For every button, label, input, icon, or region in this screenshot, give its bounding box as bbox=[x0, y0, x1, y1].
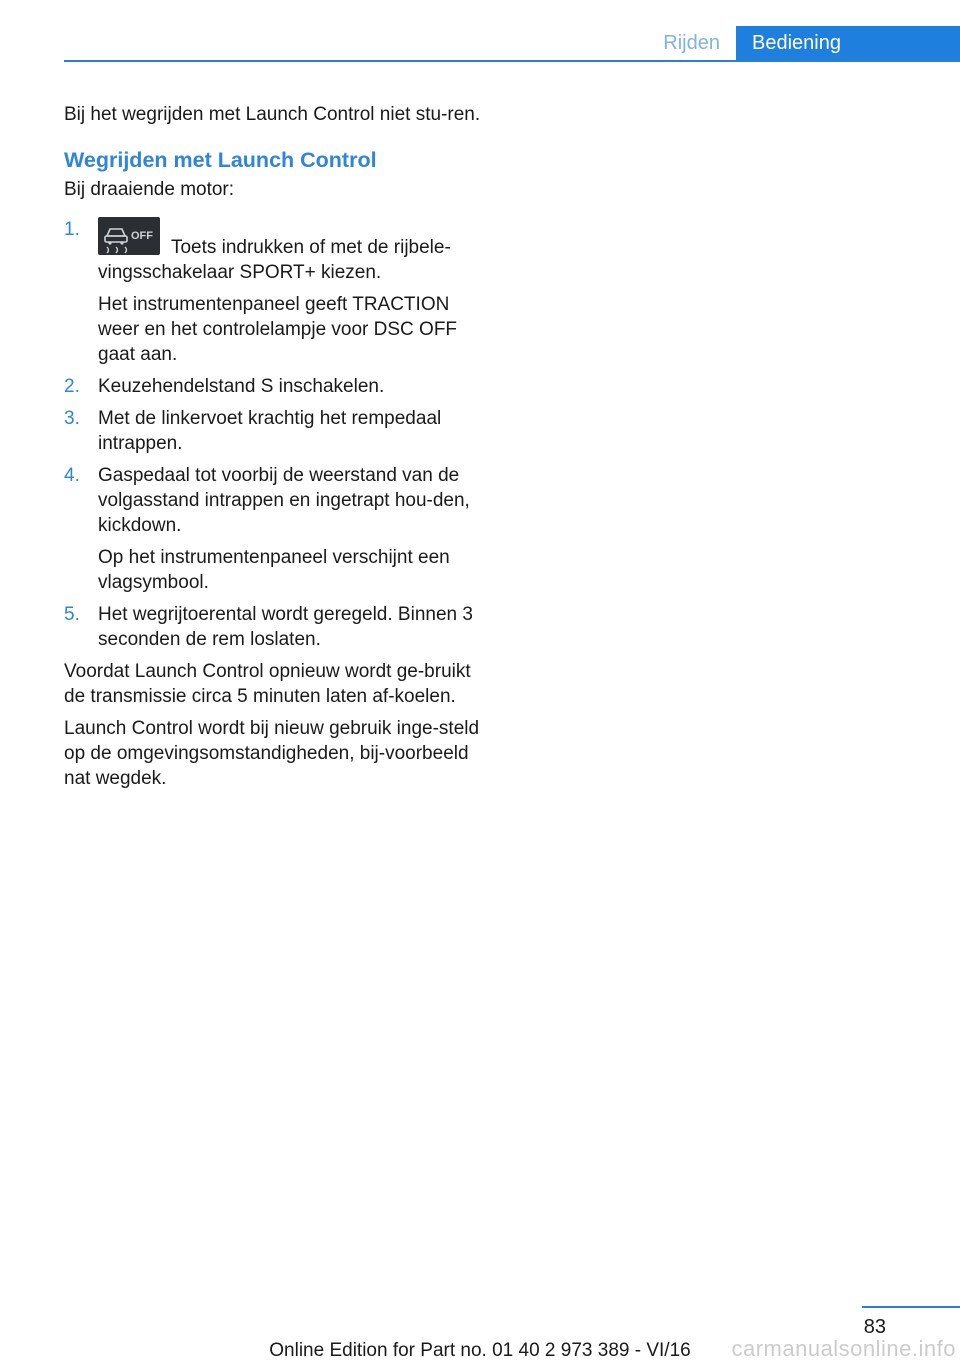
step-text: Met de linkervoet krachtig het rempedaal intrappen. bbox=[98, 408, 442, 454]
list-item bbox=[64, 463, 484, 595]
step-number: 1. bbox=[64, 219, 80, 240]
list-item bbox=[64, 374, 484, 399]
watermark: carmanualsonline.info bbox=[731, 1336, 956, 1361]
step-number: 3. bbox=[64, 408, 80, 429]
page-number: 83 bbox=[863, 1316, 886, 1338]
dsc-off-icon bbox=[98, 217, 160, 255]
header-section-label: Rijden bbox=[663, 32, 720, 54]
step-text: Gaspedaal tot voorbij de weerstand van de volgasstand intrappen en ingetrapt hou-den, kickdown. bbox=[98, 465, 470, 536]
intro-paragraph: Bij het wegrijden met Launch Control niet stu-ren. bbox=[64, 104, 481, 125]
step-number: 2. bbox=[64, 376, 80, 397]
svg-text:OFF: OFF bbox=[131, 230, 153, 242]
step-number: 5. bbox=[64, 604, 80, 625]
step-subtext: Het instrumentenpaneel geeft TRACTION weer en het controlelampje voor DSC OFF gaat aan. bbox=[98, 294, 458, 365]
header-chapter-tab: Bediening bbox=[736, 26, 960, 62]
list-item bbox=[64, 602, 484, 652]
header-divider bbox=[64, 60, 960, 62]
cooldown-paragraph: Voordat Launch Control opnieuw wordt ge-bruikt de transmissie circa 5 minuten laten af-koelen. bbox=[64, 661, 471, 707]
list-item bbox=[64, 217, 484, 367]
section-heading: Wegrijden met Launch Control bbox=[64, 148, 377, 172]
main-content bbox=[64, 102, 484, 798]
step-number: 4. bbox=[64, 465, 80, 486]
edition-text: Online Edition for Part no. 01 40 2 973 389 - VI/16 bbox=[269, 1340, 691, 1361]
adaptation-paragraph: Launch Control wordt bij nieuw gebruik inge-steld op de omgevingsomstandigheden, bij-voorbeeld nat wegdek. bbox=[64, 718, 480, 789]
list-item bbox=[64, 406, 484, 456]
footer-divider bbox=[862, 1306, 960, 1308]
steps-list bbox=[64, 217, 484, 652]
step-text: Keuzehendelstand S inschakelen. bbox=[98, 376, 385, 397]
step-subtext: Op het instrumentenpaneel verschijnt een vlagsymbool. bbox=[98, 547, 450, 593]
lead-paragraph: Bij draaiende motor: bbox=[64, 179, 235, 200]
step-text: Toets indrukken of met de rijbele-vingsschakelaar SPORT+ kiezen. bbox=[98, 237, 451, 283]
step-text: Het wegrijtoerental wordt geregeld. Binnen 3 seconden de rem loslaten. bbox=[98, 604, 473, 650]
